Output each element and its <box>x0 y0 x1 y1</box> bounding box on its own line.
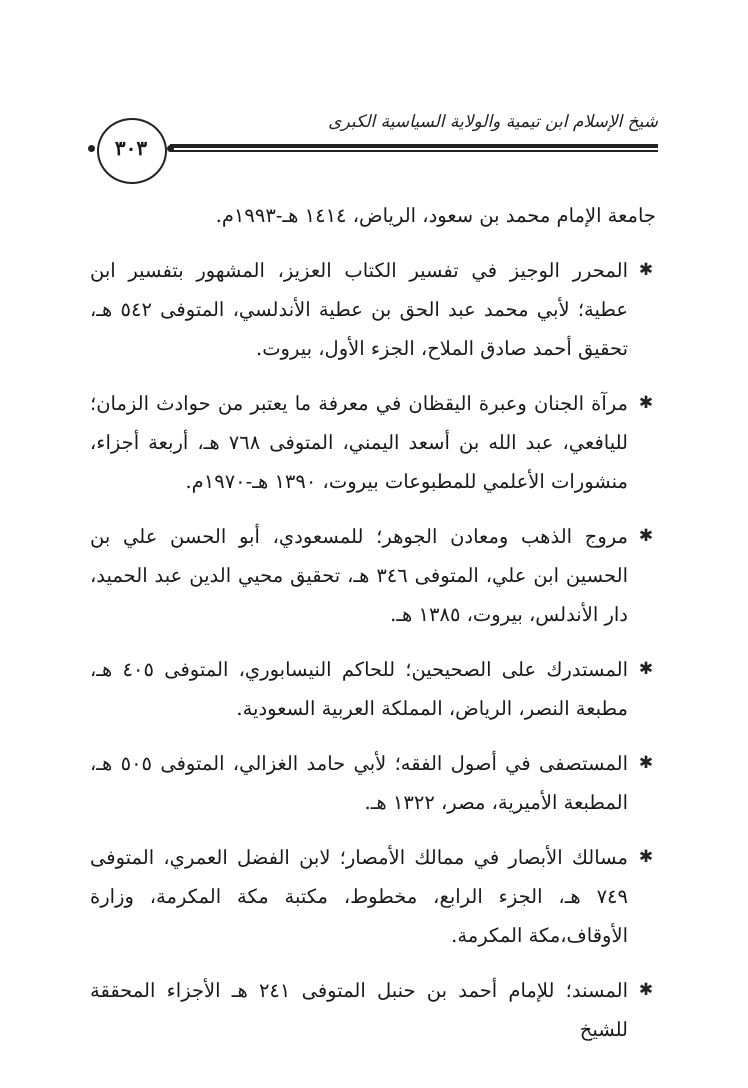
running-head-title: شيخ الإسلام ابن تيمية والولاية السياسية الكبرى <box>328 112 658 132</box>
entry-text: مسالك الأبصار في ممالك الأمصار؛ لابن الفضل العمري، المتوفى ٧٤٩ هـ، الجزء الرابع، مخطوط، مكتبة مكة المكرمة، وزارة الأوقاف،مكة المكرمة. <box>90 846 628 947</box>
page-number-ornament <box>88 118 174 182</box>
asterisk-icon: ✱ <box>638 980 654 1000</box>
header-rule-thin <box>170 150 658 152</box>
bibliography-entry <box>90 517 656 634</box>
asterisk-icon: ✱ <box>638 526 654 546</box>
entry-text: المستدرك على الصحيحين؛ للحاكم النيسابوري، المتوفى ٤٠٥ هـ، مطبعة النصر، الرياض، المملكة العربية السعودية. <box>90 658 628 720</box>
bibliography-list <box>90 196 656 1065</box>
entry-text: مرآة الجنان وعبرة اليقظان في معرفة ما يعتبر من حوادث الزمان؛ لليافعي، عبد الله بن أسعد اليمني، المتوفى ٧٦٨ هـ، أربعة أجزاء، منشورات الأعلمي للمطبوعات بيروت، ١٣٩٠ هـ-١٩٧٠م. <box>90 392 628 493</box>
bibliography-entry <box>90 384 656 501</box>
asterisk-icon: ✱ <box>638 260 654 280</box>
asterisk-icon: ✱ <box>638 393 654 413</box>
bibliography-entry <box>90 650 656 728</box>
entries-container <box>90 251 656 1049</box>
entry-text: المستصفى في أصول الفقه؛ لأبي حامد الغزالي، المتوفى ٥٠٥ هـ، المطبعة الأميرية، مصر، ١٣٢٢ هـ. <box>90 752 628 814</box>
header-rule-thick <box>170 144 658 148</box>
entry-text: المسند؛ للإمام أحمد بن حنبل المتوفى ٢٤١ هـ الأجزاء المحققة للشيخ <box>90 979 628 1041</box>
asterisk-icon: ✱ <box>638 753 654 773</box>
bibliography-entry <box>90 971 656 1049</box>
asterisk-icon: ✱ <box>638 847 654 867</box>
continuation-text: جامعة الإمام محمد بن سعود، الرياض، ١٤١٤ هـ-١٩٩٣م. <box>215 204 656 227</box>
entry-text: المحرر الوجيز في تفسير الكتاب العزيز، المشهور بتفسير ابن عطية؛ لأبي محمد عبد الحق بن عطية الأندلسي، المتوفى ٥٤٢ هـ، تحقيق أحمد صادق الملاح، الجزء الأول، بيروت. <box>90 259 628 360</box>
asterisk-icon: ✱ <box>638 659 654 679</box>
bibliography-entry <box>90 838 656 955</box>
page-number: ٣٠٣ <box>114 136 148 160</box>
bibliography-entry <box>90 744 656 822</box>
entry-text: مروج الذهب ومعادن الجوهر؛ للمسعودي، أبو الحسن علي بن الحسين ابن علي، المتوفى ٣٤٦ هـ، تحقيق محيي الدين عبد الحميد، دار الأندلس، بيروت، ١٣٨٥ هـ. <box>90 525 629 626</box>
bibliography-entry <box>90 251 656 368</box>
